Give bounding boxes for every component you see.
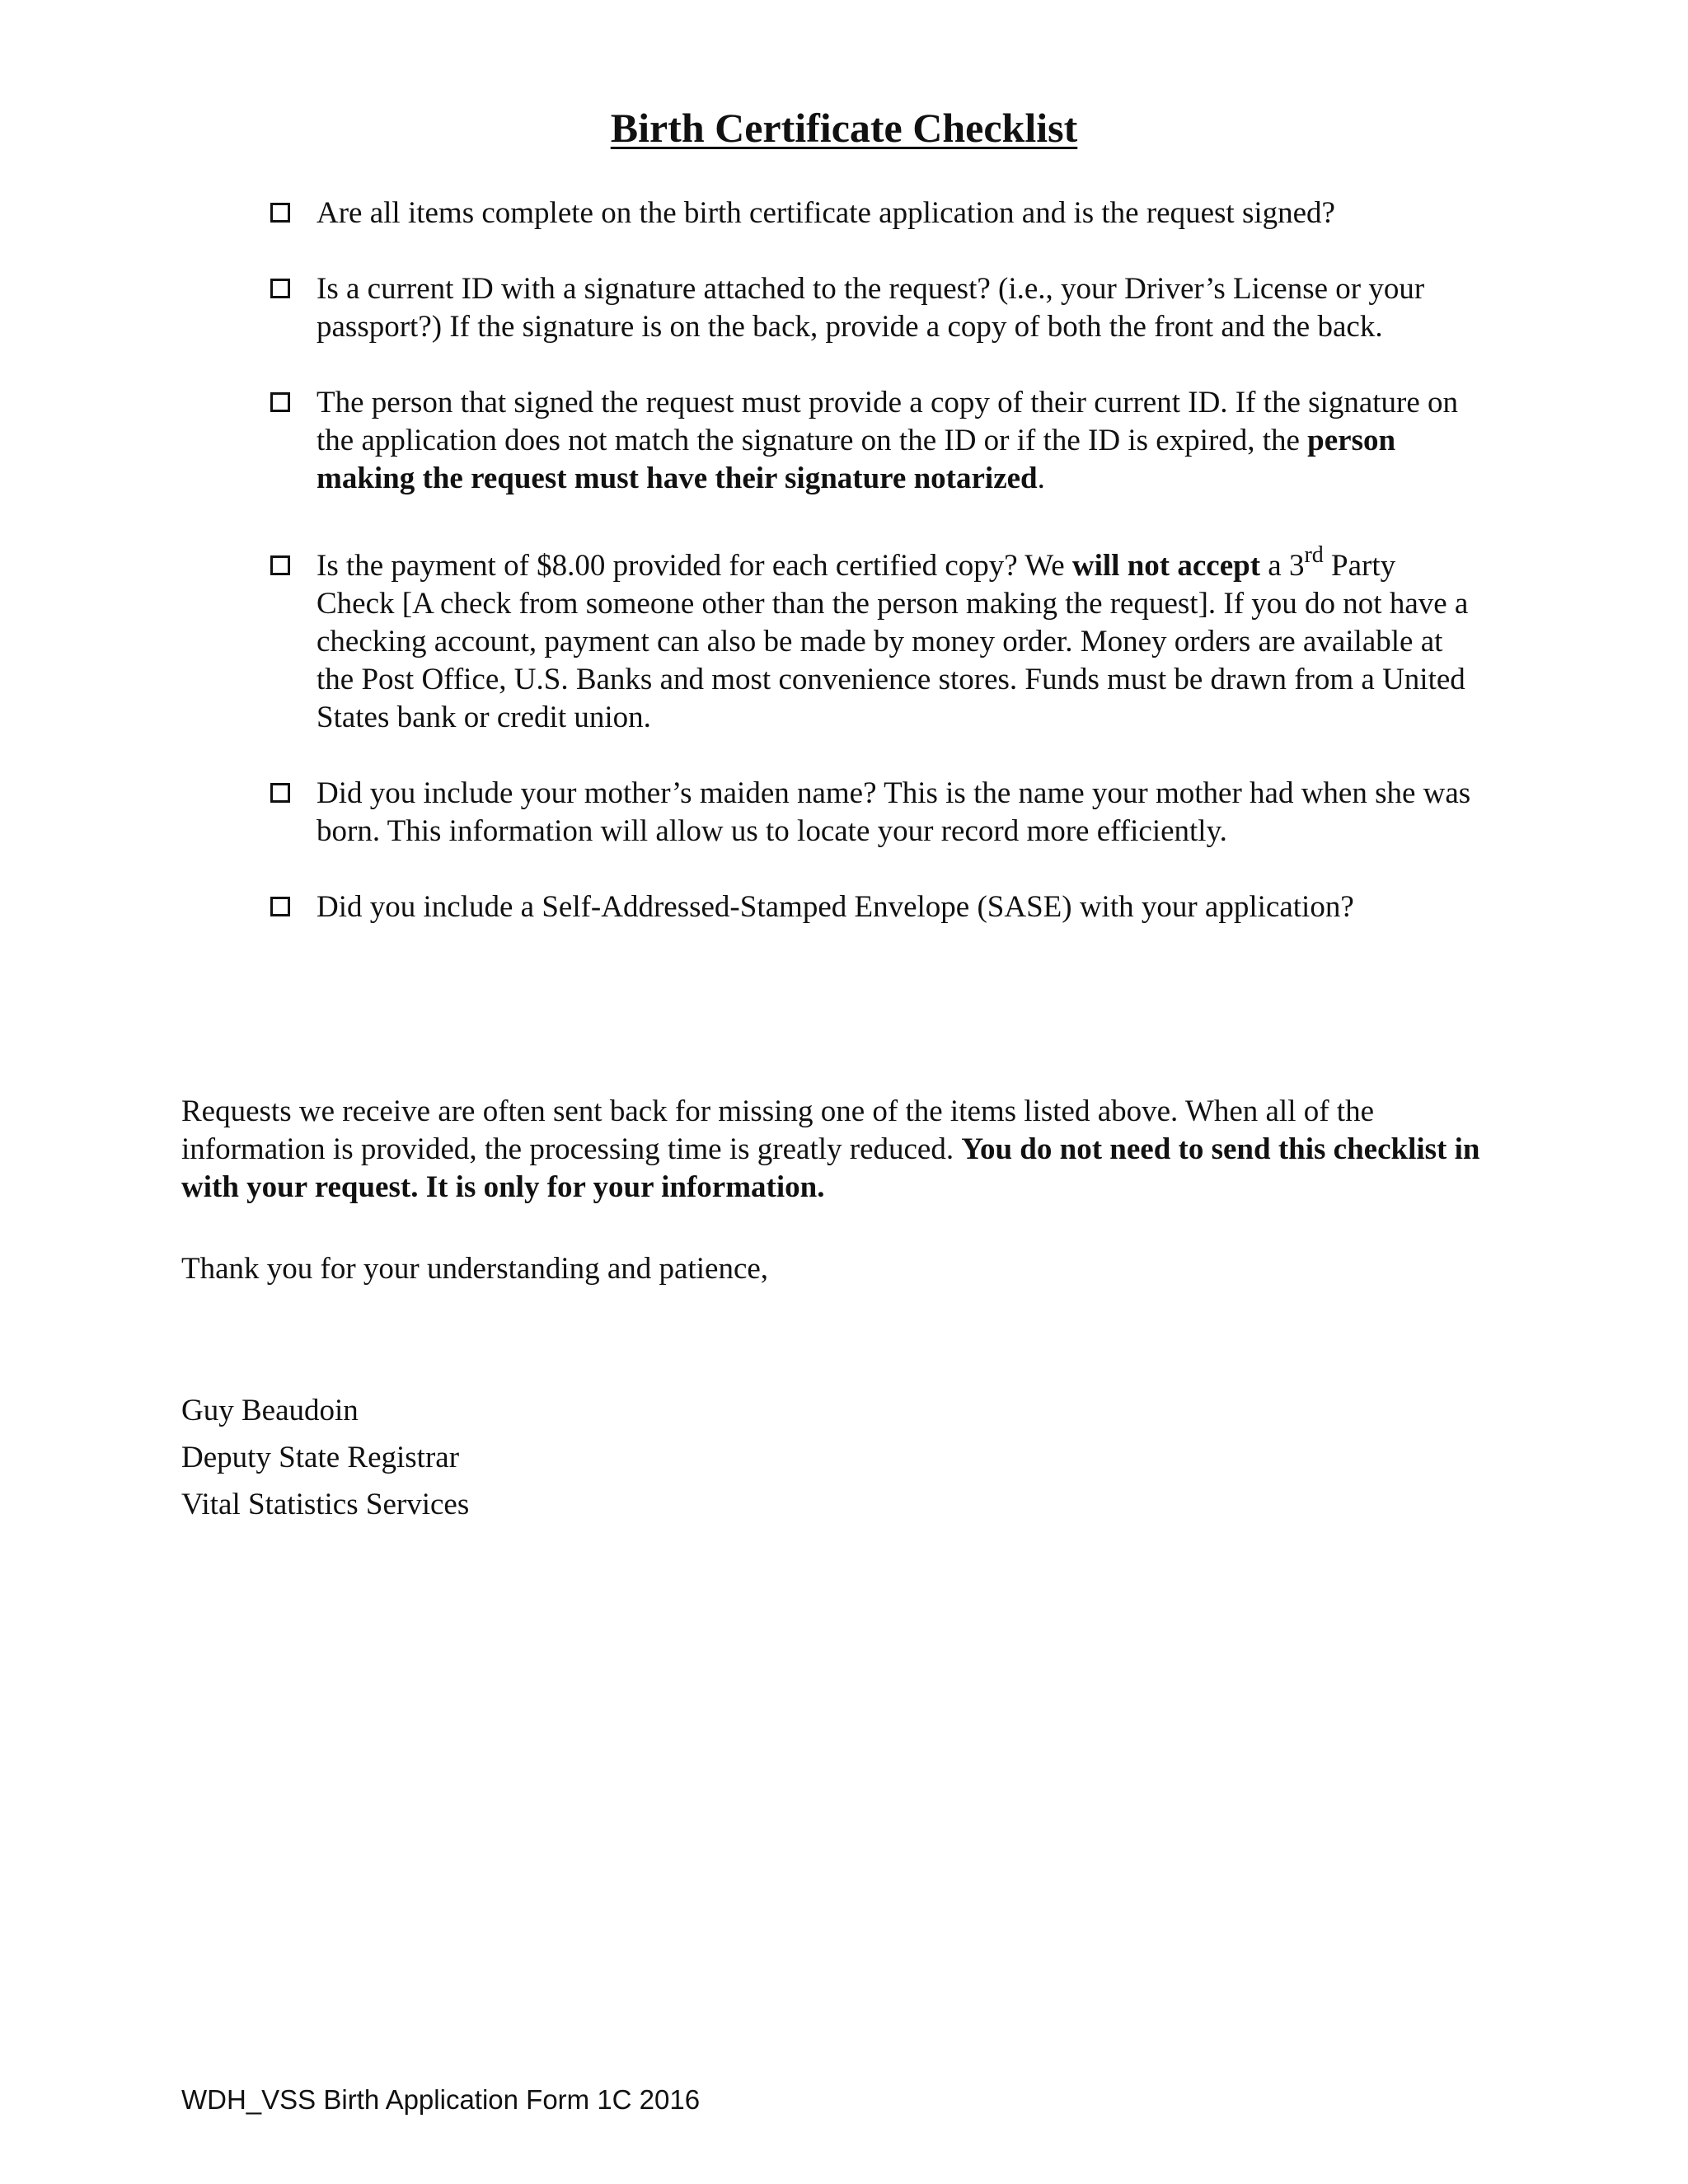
checklist-item-text: The person that signed the request must provide a copy of their current ID. If the signature on the application does not match the signature on the ID or if the ID is expired, the person making the request must have their signature notarized. (316, 386, 1459, 495)
signer-name: Guy Beaudoin (181, 1394, 359, 1427)
checkbox[interactable] (270, 203, 290, 223)
checklist-item-payment (270, 542, 1474, 737)
signer-department: Vital Statistics Services (181, 1488, 470, 1521)
checklist-item-signed-application (270, 194, 1474, 232)
checklist-item-text: Is the payment of $8.00 provided for each certified copy? We will not accept a 3rd Party Check [A check from someone other than the person making the request]. If you do not have a checking account, payment can also be made by money order. Money orders are available at the Post Office, U.S. Banks and most convenience stores. Funds must be drawn from a United States bank or credit union. (316, 542, 1469, 734)
emphasis-text: person making the request must have their signature notarized (316, 424, 1396, 495)
closing-bold-note: You do not need to send this checklist in with your request. It is only for your information. (181, 1132, 1480, 1204)
emphasis-text: will not accept (1071, 549, 1261, 583)
checkbox[interactable] (270, 279, 290, 298)
form-footer: WDH_VSS Birth Application Form 1C 2016 (181, 2084, 701, 2115)
checklist-item-text: Is a current ID with a signature attached to the request? (i.e., your Driver’s License or your passport?) If the signature is on the back, provide a copy of both the front and the back. (316, 272, 1425, 344)
page-title: Birth Certificate Checklist (610, 105, 1078, 151)
checkbox[interactable] (270, 555, 290, 575)
closing-text: Requests we receive are often sent back for missing one of the items listed above. When all of the information is provided, the processing time is greatly reduced. (181, 1094, 1374, 1166)
checklist-item-text: Did you include your mother’s maiden name? This is the name your mother had when she was born. This information will allow us to locate your record more efficiently. (316, 776, 1471, 848)
checklist-item-maiden-name (270, 775, 1474, 851)
checkbox[interactable] (270, 392, 290, 412)
checkbox[interactable] (270, 783, 290, 803)
checklist-item-text: Are all items complete on the birth certificate application and is the request signed? (316, 196, 1335, 230)
checklist-item-current-id (270, 270, 1474, 346)
checklist-item-signer-id (270, 384, 1474, 498)
closing-paragraph (181, 1093, 1500, 1207)
signer-position: Deputy State Registrar (181, 1441, 460, 1474)
checklist (270, 194, 1474, 926)
checkbox[interactable] (270, 897, 290, 916)
thank-you-line: Thank you for your understanding and patience, (181, 1252, 769, 1286)
checklist-item-sase (270, 888, 1474, 926)
ordinal-suffix: rd (1304, 542, 1324, 568)
checklist-item-text: Did you include a Self-Addressed-Stamped Envelope (SASE) with your application? (316, 890, 1354, 924)
signature-block (181, 1387, 469, 1528)
